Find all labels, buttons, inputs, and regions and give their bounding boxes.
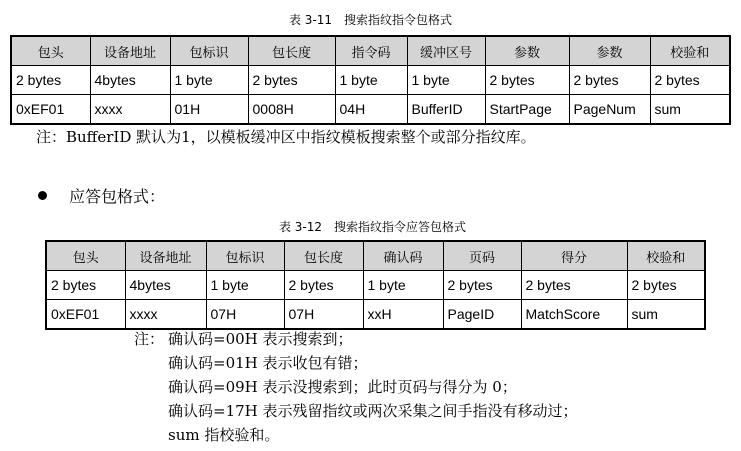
table-cell: StartPage: [485, 95, 569, 125]
note-text: 确认码=17H 表示残留指纹或两次采集之间手指没有移动过；: [168, 402, 578, 420]
response-heading-text: 应答包格式：: [69, 187, 166, 206]
header-cell: 包长度: [284, 241, 363, 271]
command-packet-table: [10, 35, 731, 125]
header-cell: 指令码: [335, 36, 407, 66]
table-row: [46, 300, 705, 330]
response-heading: [38, 184, 165, 207]
table-cell: PageID: [443, 300, 521, 330]
note-text: sum 指校验和。: [168, 426, 280, 444]
table-cell: 07H: [206, 300, 284, 330]
note-line: [134, 351, 578, 375]
table-cell: 07H: [284, 300, 363, 330]
table-row: [11, 66, 730, 95]
table-cell: PageNum: [569, 95, 650, 125]
table-cell: 04H: [335, 95, 407, 125]
note-text: 确认码=01H 表示收包有错；: [168, 354, 368, 372]
table-cell: 2 bytes: [627, 271, 705, 300]
header-cell: 设备地址: [125, 241, 206, 271]
header-cell: 校验和: [650, 36, 730, 66]
table-cell: 0xEF01: [11, 95, 90, 125]
note-line: [134, 399, 578, 423]
table-cell: 2 bytes: [443, 271, 521, 300]
note-text: 确认码=09H 表示没搜索到；此时页码与得分为 0；: [168, 378, 517, 396]
table-cell: 2 bytes: [46, 271, 125, 300]
header-cell: 校验和: [627, 241, 705, 271]
header-cell: 包长度: [248, 36, 335, 66]
table1-note: 注：BufferID 默认为1，以模板缓冲区中指纹模板搜索整个或部分指纹库。: [36, 128, 536, 146]
table-cell: 2 bytes: [248, 66, 335, 95]
table-cell: 2 bytes: [569, 66, 650, 95]
table-cell: xxxx: [90, 95, 170, 125]
table-cell: 1 byte: [363, 271, 443, 300]
table-cell: 2 bytes: [521, 271, 627, 300]
table-cell: 2 bytes: [650, 66, 730, 95]
table-row: [11, 95, 730, 125]
table-cell: xxH: [363, 300, 443, 330]
table-cell: xxxx: [125, 300, 206, 330]
table-cell: BufferID: [407, 95, 485, 125]
table-cell: sum: [627, 300, 705, 330]
note-text: 确认码=00H 表示搜索到；: [168, 330, 353, 348]
table-cell: 1 byte: [407, 66, 485, 95]
table-row: [46, 271, 705, 300]
header-cell: 包头: [46, 241, 125, 271]
header-cell: 确认码: [363, 241, 443, 271]
table-cell: 1 byte: [206, 271, 284, 300]
table-header-row: [11, 36, 730, 66]
table-cell: MatchScore: [521, 300, 627, 330]
table-header-row: [46, 241, 705, 271]
table-cell: sum: [650, 95, 730, 125]
note-line: [134, 375, 578, 399]
table-cell: 2 bytes: [11, 66, 90, 95]
header-cell: 缓冲区号: [407, 36, 485, 66]
table-cell: 4bytes: [90, 66, 170, 95]
header-cell: 包标识: [170, 36, 248, 66]
table-cell: 01H: [170, 95, 248, 125]
table2-notes: [134, 327, 578, 447]
table-cell: 1 byte: [335, 66, 407, 95]
bullet-icon: [38, 191, 47, 200]
notes-label: 注：: [134, 330, 165, 348]
table-cell: 2 bytes: [284, 271, 363, 300]
header-cell: 包标识: [206, 241, 284, 271]
header-cell: 参数: [485, 36, 569, 66]
header-cell: 包头: [11, 36, 90, 66]
table-cell: 1 byte: [170, 66, 248, 95]
header-cell: 设备地址: [90, 36, 170, 66]
header-cell: 得分: [521, 241, 627, 271]
note-line: [134, 423, 578, 447]
note-line: [134, 327, 578, 351]
table-cell: 2 bytes: [485, 66, 569, 95]
table-cell: 0xEF01: [46, 300, 125, 330]
response-packet-table: [45, 240, 706, 330]
table2-caption: 表 3-12 搜索指纹指令应答包格式: [278, 220, 467, 234]
table1-caption: 表 3-11 搜索指纹指令包格式: [288, 13, 453, 27]
header-cell: 页码: [443, 241, 521, 271]
table-cell: 0008H: [248, 95, 335, 125]
table-cell: 4bytes: [125, 271, 206, 300]
header-cell: 参数: [569, 36, 650, 66]
